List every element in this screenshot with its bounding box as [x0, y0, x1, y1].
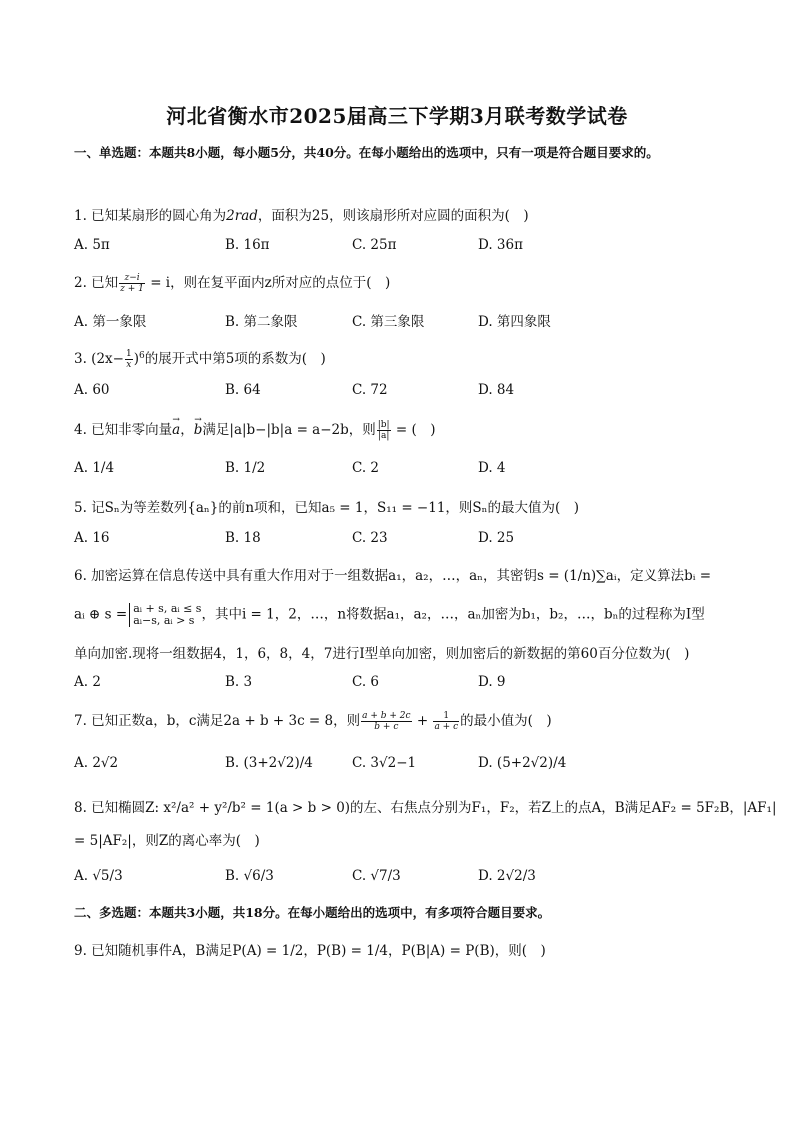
option-a: A. 2√2 [74, 755, 119, 771]
question-6-line-1: 6. 加密运算在信息传送中具有重大作用对于一组数据a₁，a₂，…，aₙ，其密钥s = (1/n)∑aᵢ，定义算法bᵢ = [74, 568, 712, 584]
question-6-line-3: 单向加密.现将一组数据4，1，6，8，4，7进行I型单向加密，则加密后的新数据的第60百分位数为( ) [74, 646, 690, 662]
question-4-options [74, 460, 714, 482]
option-d: D. 25 [478, 530, 515, 546]
option-c: C. 第三象限 [352, 314, 425, 330]
option-a: A. 60 [74, 382, 110, 398]
option-d: D. 9 [478, 674, 506, 690]
option-a: A. 5π [74, 237, 110, 253]
question-6-options [74, 674, 714, 696]
option-b: B. 第二象限 [225, 314, 298, 330]
option-b: B. 1/2 [225, 460, 266, 476]
page-title: 河北省衡水市2025届高三下学期3月联考数学试卷 [166, 104, 628, 128]
question-8-options [74, 868, 714, 890]
option-c: C. √7/3 [352, 868, 401, 884]
section-1-heading: 一、单选题：本题共8小题，每小题5分，共40分。在每小题给出的选项中，只有一项是符合题目要求的。 [74, 145, 659, 160]
question-6-line-2: aᵢ ⊕ s = aᵢ + s, aᵢ ≤ s aᵢ−s, aᵢ > s ，其中i = 1，2，…，n将数据a₁，a₂，…，aₙ加密为b₁，b₂，…，bₙ的过程称为I型 [74, 602, 705, 627]
option-d: D. 第四象限 [478, 314, 551, 330]
question-8-line-1: 8. 已知椭圆Z: x²/a² + y²/b² = 1(a > b > 0)的左、右焦点分别为F₁，F₂，若Z上的点A，B满足AF₂ = 5F₂B，|AF₁| [74, 800, 777, 816]
option-b: B. 16π [225, 237, 270, 253]
question-2: 2. 已知 $\frac{z-i}{z + 1}$ = i，则在复平面内z所对应的点位于( ) [74, 273, 391, 294]
option-a: A. 第一象限 [74, 314, 147, 330]
question-3: 3. (2x− $\frac{1}{x}$ )$^6$的展开式中第5项的系数为( ) [74, 349, 326, 370]
question-5-options [74, 530, 714, 552]
question-4: 4. 已知非零向量→ a，→ b满足|a|b−|b|a = a−2b，则 $\frac{|b|}{|a|}$ = ( ) [74, 419, 744, 441]
option-d: D. (5+2√2)/4 [478, 755, 567, 771]
option-c: C. 3√2−1 [352, 755, 417, 771]
question-9: 9. 已知随机事件A，B满足P(A) = 1/2，P(B) = 1/4，P(B|A) = P(B)，则( ) [74, 943, 546, 959]
option-b: B. 3 [225, 674, 253, 690]
option-a: A. √5/3 [74, 868, 123, 884]
option-d: D. 36π [478, 237, 523, 253]
question-5: 5. 记Sₙ为等差数列{aₙ}的前n项和，已知a₅ = 1，S₁₁ = −11，则Sₙ的最大值为( ) [74, 500, 580, 516]
question-7: 7. 已知正数a，b，c满足2a + b + 3c = 8，则 $\frac{a + b + 2c}{b + c}$ + $\frac{1}{a + c}$ 的最小值为( ) [74, 711, 552, 732]
option-b: B. (3+2√2)/4 [225, 755, 313, 771]
option-c: C. 2 [352, 460, 380, 476]
option-a: A. 2 [74, 674, 101, 690]
option-b: B. 64 [225, 382, 261, 398]
option-d: D. 4 [478, 460, 506, 476]
question-8-line-2: = 5|AF₂|，则Z的离心率为( ) [74, 833, 260, 849]
option-c: C. 72 [352, 382, 388, 398]
option-a: A. 1/4 [74, 460, 115, 476]
option-c: C. 23 [352, 530, 388, 546]
option-d: D. 84 [478, 382, 515, 398]
section-2-heading: 二、多选题：本题共3小题，共18分。在每小题给出的选项中，有多项符合题目要求。 [74, 905, 551, 920]
option-b: B. 18 [225, 530, 261, 546]
option-a: A. 16 [74, 530, 110, 546]
option-c: C. 25π [352, 237, 397, 253]
question-2-options [74, 310, 714, 332]
option-b: B. √6/3 [225, 868, 274, 884]
option-d: D. 2√2/3 [478, 868, 536, 884]
question-7-options [74, 755, 714, 777]
question-1-options [74, 237, 714, 259]
option-c: C. 6 [352, 674, 380, 690]
question-1: 1. 已知某扇形的圆心角为2rad，面积为25，则该扇形所对应圆的面积为( ) [74, 208, 529, 224]
question-3-options [74, 382, 714, 404]
